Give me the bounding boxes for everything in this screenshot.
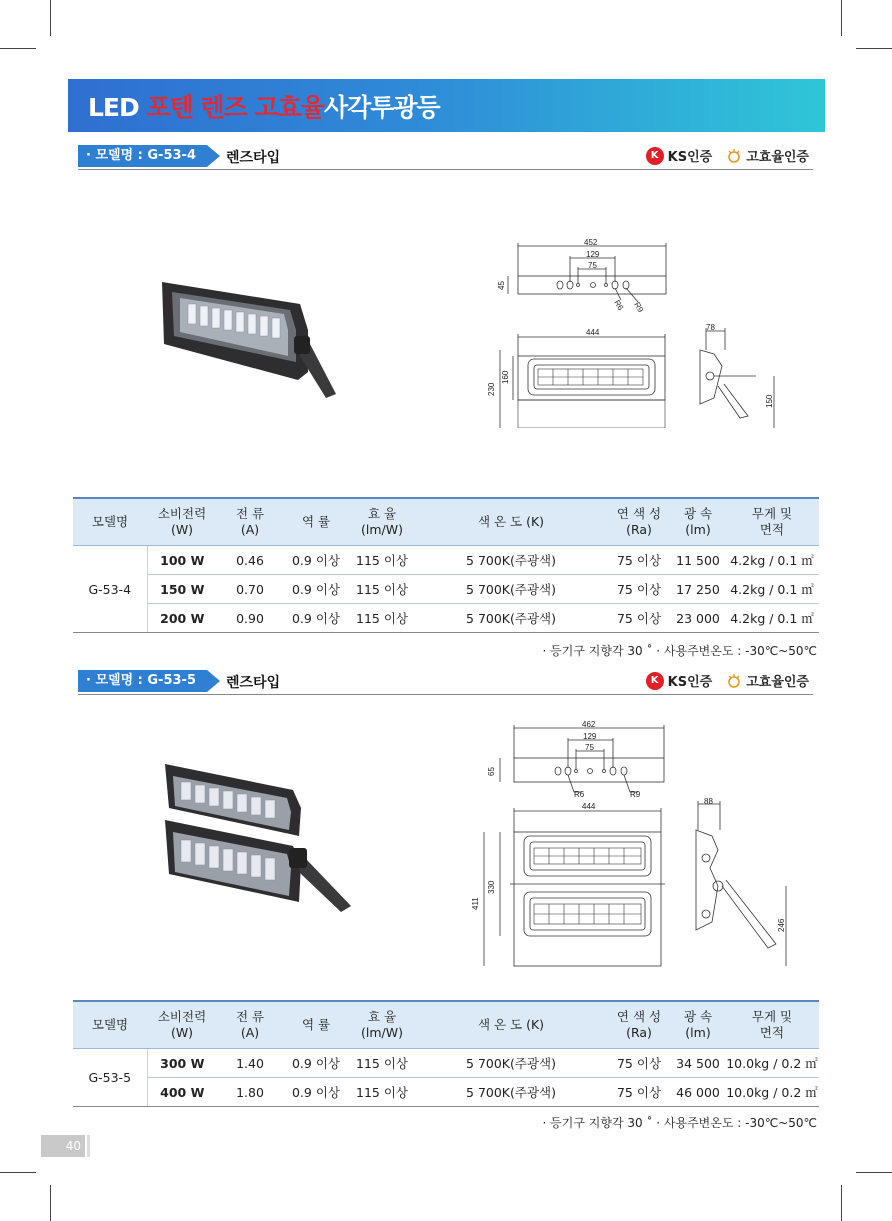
table-row bbox=[73, 1078, 819, 1107]
th-cri-unit: (Ra) bbox=[626, 1025, 652, 1040]
cell-cct: 5 700K(주광색) bbox=[415, 604, 607, 633]
dim-top-inner1: 129 bbox=[583, 732, 597, 741]
cell-current: 1.40 bbox=[217, 1049, 283, 1078]
th-current-label: 전 류 bbox=[235, 506, 265, 521]
cell-flux: 23 000 bbox=[671, 604, 725, 633]
th-current bbox=[217, 1001, 283, 1049]
spec-table-g53-5 bbox=[73, 1000, 819, 1107]
th-cct: 색 온 도 (K) bbox=[415, 498, 607, 546]
cell-current: 0.70 bbox=[217, 575, 283, 604]
th-cri bbox=[607, 1001, 671, 1049]
cert-efficiency: 고효율인증 bbox=[746, 675, 809, 690]
dim-top-height: 65 bbox=[487, 767, 496, 776]
dim-r2: R9 bbox=[630, 790, 641, 799]
lens-type-label: 렌즈타입 bbox=[226, 675, 281, 691]
cell-cri: 75 이상 bbox=[607, 575, 671, 604]
table-header-row bbox=[73, 498, 819, 546]
ks-mark-icon: K bbox=[646, 147, 664, 165]
model-tag-arrow bbox=[207, 670, 220, 692]
cell-cct: 5 700K(주광색) bbox=[415, 1049, 607, 1078]
dim-r1: R6 bbox=[612, 298, 626, 312]
cert-ks: KS인증 bbox=[667, 675, 713, 690]
dim-top-inner2: 75 bbox=[588, 261, 597, 270]
crop-mark bbox=[50, 0, 51, 36]
th-flux-unit: (lm) bbox=[685, 1025, 711, 1040]
cert-group bbox=[646, 671, 809, 690]
cell-efficiency: 115 이상 bbox=[349, 546, 415, 575]
th-weight-unit: 면적 bbox=[759, 522, 785, 537]
th-weight-unit: 면적 bbox=[759, 1025, 785, 1040]
crop-mark bbox=[841, 0, 842, 36]
cell-power: 400 W bbox=[147, 1078, 217, 1107]
model-bar-g53-4 bbox=[78, 145, 813, 170]
cell-pf: 0.9 이상 bbox=[283, 604, 349, 633]
th-cct: 색 온 도 (K) bbox=[415, 1001, 607, 1049]
dim-top-height: 45 bbox=[497, 281, 506, 290]
th-power bbox=[147, 498, 217, 546]
page-title bbox=[88, 88, 440, 124]
efficiency-mark-icon bbox=[726, 673, 742, 689]
th-eff-label: 효 율 bbox=[367, 506, 397, 521]
cell-current: 0.90 bbox=[217, 604, 283, 633]
th-eff-label: 효 율 bbox=[367, 1009, 397, 1024]
cert-efficiency: 고효율인증 bbox=[746, 150, 809, 165]
dim-front-inner-h: 160 bbox=[501, 370, 510, 384]
th-weight-label: 무게 및 bbox=[751, 506, 793, 521]
spec-note: · 등기구 지향각 30 ˚ · 사용주변온도 : -30℃~50℃ bbox=[542, 1116, 817, 1130]
dim-front-width: 444 bbox=[582, 802, 596, 811]
th-eff-unit: (lm/W) bbox=[361, 522, 403, 537]
cert-group bbox=[646, 146, 809, 165]
cell-power: 100 W bbox=[147, 546, 217, 575]
title-part-product: 사각투광등 bbox=[323, 93, 440, 122]
cell-cct: 5 700K(주광색) bbox=[415, 575, 607, 604]
cell-weight: 10.0kg / 0.2 ㎡ bbox=[725, 1078, 819, 1107]
cell-efficiency: 115 이상 bbox=[349, 1078, 415, 1107]
crop-mark bbox=[50, 1185, 51, 1221]
cell-weight: 10.0kg / 0.2 ㎡ bbox=[725, 1049, 819, 1078]
dim-front-inner-h: 330 bbox=[487, 880, 496, 894]
cell-cct: 5 700K(주광색) bbox=[415, 546, 607, 575]
th-cri-label: 연 색 성 bbox=[616, 506, 662, 521]
cell-flux: 34 500 bbox=[671, 1049, 725, 1078]
th-current-unit: (A) bbox=[240, 522, 260, 537]
th-power-unit: (W) bbox=[170, 522, 194, 537]
table-row bbox=[73, 546, 819, 575]
th-current bbox=[217, 498, 283, 546]
dim-r2: R9 bbox=[632, 300, 646, 314]
technical-drawing-g53-5 bbox=[470, 718, 800, 970]
lens-type-label: 렌즈타입 bbox=[226, 150, 281, 166]
model-tag: · 모델명 : G-53-5 bbox=[78, 670, 207, 692]
th-power-label: 소비전력 bbox=[157, 506, 207, 521]
page-number: 40 bbox=[41, 1135, 85, 1157]
title-part-highlight: 포텐 렌즈 고효율 bbox=[146, 93, 324, 122]
cell-weight: 4.2kg / 0.1 ㎡ bbox=[725, 546, 819, 575]
dim-side-width: 78 bbox=[706, 323, 715, 332]
dim-top-inner1: 129 bbox=[586, 250, 600, 259]
cell-weight: 4.2kg / 0.1 ㎡ bbox=[725, 604, 819, 633]
th-weight bbox=[725, 498, 819, 546]
th-flux bbox=[671, 498, 725, 546]
cell-efficiency: 115 이상 bbox=[349, 604, 415, 633]
th-flux bbox=[671, 1001, 725, 1049]
th-model: 모델명 bbox=[73, 498, 147, 546]
dim-front-outer-h: 411 bbox=[471, 897, 480, 910]
dim-front-outer-h: 230 bbox=[487, 382, 496, 396]
model-tag-arrow bbox=[207, 145, 220, 167]
th-pf: 역 률 bbox=[283, 498, 349, 546]
crop-mark bbox=[0, 1172, 36, 1173]
th-cri-label: 연 색 성 bbox=[616, 1009, 662, 1024]
cell-weight: 4.2kg / 0.1 ㎡ bbox=[725, 575, 819, 604]
cell-power: 300 W bbox=[147, 1049, 217, 1078]
th-model: 모델명 bbox=[73, 1001, 147, 1049]
th-flux-unit: (lm) bbox=[685, 522, 711, 537]
th-eff-unit: (lm/W) bbox=[361, 1025, 403, 1040]
th-power bbox=[147, 1001, 217, 1049]
th-cri-unit: (Ra) bbox=[626, 522, 652, 537]
product-photo-g53-4 bbox=[160, 270, 350, 400]
dim-side-h: 150 bbox=[765, 394, 774, 408]
crop-mark bbox=[841, 1185, 842, 1221]
th-flux-label: 광 속 bbox=[683, 506, 713, 521]
cell-cri: 75 이상 bbox=[607, 604, 671, 633]
th-current-unit: (A) bbox=[240, 1025, 260, 1040]
cell-flux: 17 250 bbox=[671, 575, 725, 604]
model-tag: · 모델명 : G-53-4 bbox=[78, 145, 207, 167]
efficiency-mark-icon bbox=[726, 148, 742, 164]
dim-top-width: 452 bbox=[584, 238, 598, 247]
table-row bbox=[73, 1049, 819, 1078]
model-bar-g53-5 bbox=[78, 670, 813, 695]
cell-power: 150 W bbox=[147, 575, 217, 604]
cell-pf: 0.9 이상 bbox=[283, 546, 349, 575]
th-power-unit: (W) bbox=[170, 1025, 194, 1040]
model-cell: G-53-5 bbox=[73, 1049, 147, 1107]
th-weight-label: 무게 및 bbox=[751, 1009, 793, 1024]
th-efficiency bbox=[349, 1001, 415, 1049]
cell-current: 0.46 bbox=[217, 546, 283, 575]
dim-front-width: 444 bbox=[586, 328, 600, 337]
table-row bbox=[73, 575, 819, 604]
cert-ks: KS인증 bbox=[667, 150, 713, 165]
dim-r1: R6 bbox=[574, 790, 585, 799]
th-power-label: 소비전력 bbox=[157, 1009, 207, 1024]
technical-drawing-g53-4 bbox=[478, 238, 798, 428]
title-part-led: LED bbox=[88, 93, 147, 122]
cell-efficiency: 115 이상 bbox=[349, 1049, 415, 1078]
model-cell: G-53-4 bbox=[73, 546, 147, 633]
title-banner bbox=[68, 79, 825, 132]
table-header-row bbox=[73, 1001, 819, 1049]
cell-current: 1.80 bbox=[217, 1078, 283, 1107]
cell-pf: 0.9 이상 bbox=[283, 1078, 349, 1107]
ks-mark-icon: K bbox=[646, 672, 664, 690]
cell-flux: 46 000 bbox=[671, 1078, 725, 1107]
cell-cct: 5 700K(주광색) bbox=[415, 1078, 607, 1107]
crop-mark bbox=[856, 48, 892, 49]
dim-top-inner2: 75 bbox=[585, 743, 594, 752]
th-pf: 역 률 bbox=[283, 1001, 349, 1049]
th-weight bbox=[725, 1001, 819, 1049]
table-row bbox=[73, 604, 819, 633]
cell-cri: 75 이상 bbox=[607, 1078, 671, 1107]
th-cri bbox=[607, 498, 671, 546]
cell-efficiency: 115 이상 bbox=[349, 575, 415, 604]
dim-side-h: 246 bbox=[777, 918, 786, 932]
cell-cri: 75 이상 bbox=[607, 1049, 671, 1078]
th-current-label: 전 류 bbox=[235, 1009, 265, 1024]
th-efficiency bbox=[349, 498, 415, 546]
cell-pf: 0.9 이상 bbox=[283, 575, 349, 604]
cell-flux: 11 500 bbox=[671, 546, 725, 575]
dim-top-width: 462 bbox=[582, 720, 596, 729]
spec-note: · 등기구 지향각 30 ˚ · 사용주변온도 : -30℃~50℃ bbox=[542, 644, 817, 658]
th-flux-label: 광 속 bbox=[683, 1009, 713, 1024]
crop-mark bbox=[0, 48, 36, 49]
cell-pf: 0.9 이상 bbox=[283, 1049, 349, 1078]
dim-side-width: 88 bbox=[704, 797, 713, 806]
crop-mark bbox=[856, 1172, 892, 1173]
spec-table-g53-4 bbox=[73, 497, 819, 633]
page-number-bar bbox=[87, 1135, 90, 1157]
product-photo-g53-5 bbox=[155, 760, 355, 930]
cell-cri: 75 이상 bbox=[607, 546, 671, 575]
cell-power: 200 W bbox=[147, 604, 217, 633]
